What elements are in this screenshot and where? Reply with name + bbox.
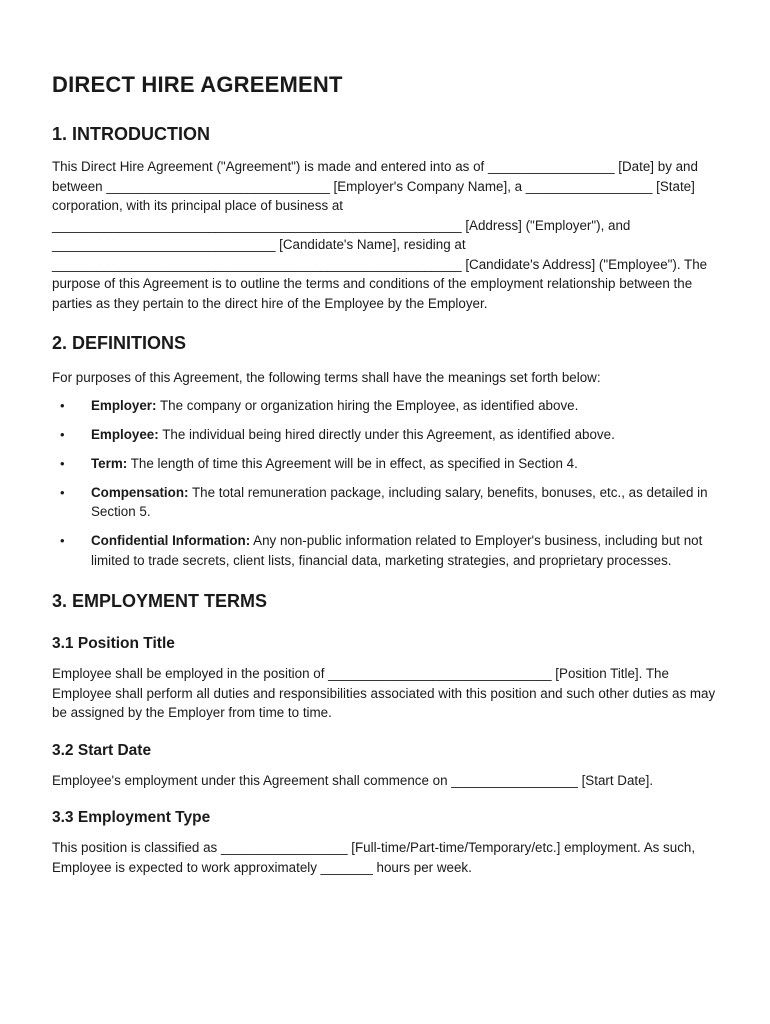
definition-text: The company or organization hiring the Employee, as identified above. bbox=[159, 397, 579, 413]
definition-text: Any non-public information related to Employer's business, including but not limited to trade secrets, client lists, financial data, marketing strategies, and proprietary processes. bbox=[91, 533, 703, 568]
bullet-icon: • bbox=[60, 455, 65, 471]
start-date-paragraph: Employee's employment under this Agreement shall commence on _________________ [Start Date]. bbox=[52, 772, 654, 788]
list-item bbox=[52, 483, 722, 522]
definitions-intro: For purposes of this Agreement, the following terms shall have the meanings set forth below: bbox=[52, 370, 601, 385]
list-item bbox=[52, 425, 722, 445]
subsection-heading-position-title: 3.1 Position Title bbox=[52, 635, 175, 652]
definition-term: Employee: bbox=[91, 426, 159, 442]
bullet-icon: • bbox=[60, 397, 65, 413]
bullet-icon: • bbox=[60, 426, 65, 442]
definition-text: The length of time this Agreement will be in effect, as specified in Section 4. bbox=[130, 455, 578, 471]
section-heading-definitions: 2. DEFINITIONS bbox=[52, 333, 187, 353]
definition-text: The total remuneration package, including salary, benefits, bonuses, etc., as detailed in Section 5. bbox=[91, 484, 708, 519]
definition-text: The individual being hired directly under this Agreement, as identified above. bbox=[162, 426, 615, 442]
definition-term: Term: bbox=[91, 455, 128, 471]
document-title: DIRECT HIRE AGREEMENT bbox=[52, 72, 343, 97]
section-heading-introduction: 1. INTRODUCTION bbox=[52, 124, 211, 144]
definition-term: Compensation: bbox=[91, 484, 189, 500]
subsection-heading-start-date: 3.2 Start Date bbox=[52, 741, 152, 759]
bullet-icon: • bbox=[60, 533, 65, 548]
list-item bbox=[52, 454, 722, 474]
bullet-icon: • bbox=[60, 484, 65, 500]
definition-term: Employer: bbox=[91, 397, 157, 413]
definition-term: Confidential Information: bbox=[91, 533, 251, 548]
list-item bbox=[52, 531, 722, 570]
position-title-paragraph: Employee shall be employed in the position of ______________________________ [Position Title]. The Employee shall perform all duties and responsibilities associated with this position and such other duties as may be assigned by the Employer from time to time. bbox=[52, 666, 716, 720]
introduction-paragraph: This Direct Hire Agreement ("Agreement") is made and entered into as of _________________ [Date] by and between ______________________________ [Employer's Company Name], a _________________ [State] corporation, with its principal place of business at _______________________________________________________ [Address] ("Employer"), and ______________________________ [Candidate's Name], residing at _______________________________________________________ [Candidate's Address] ("Employee"). The purpose of this Agreement is to outline the terms and conditions of the employment relationship between the parties as they pertain to the direct hire of the Employee by the Employer. bbox=[52, 159, 708, 311]
section-heading-employment-terms: 3. EMPLOYMENT TERMS bbox=[52, 591, 268, 611]
list-item bbox=[52, 396, 722, 416]
subsection-heading-employment-type: 3.3 Employment Type bbox=[52, 809, 211, 826]
definitions-list bbox=[52, 396, 722, 571]
employment-type-paragraph: This position is classified as _________________ [Full-time/Part-time/Temporary/etc.] employment. As such, Employee is expected to work approximately _______ hours per week. bbox=[52, 840, 696, 875]
